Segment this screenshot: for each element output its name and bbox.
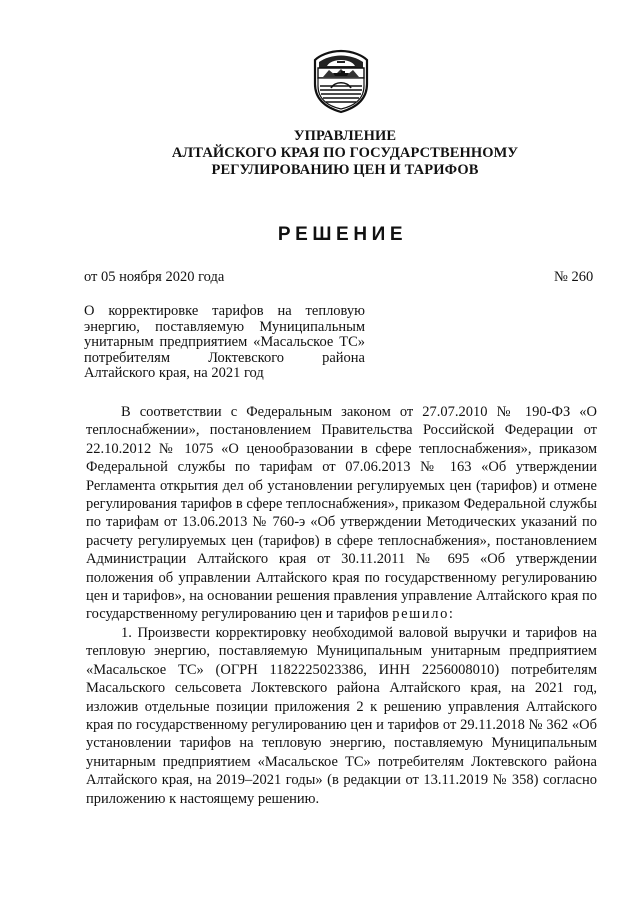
org-line-1: УПРАВЛЕНИЕ — [293, 128, 397, 144]
preamble-paragraph: В соответствии с Федеральным законом от 27.07.2010 № 190-ФЗ «О теплоснабжении», постановлением Правительства Российской Федерации от 22.10.2012 № 1075 «О ценообразовании в сфере теплоснабжения», приказом Федеральной службы по тарифам от 07.06.2013 № 163 «Об утверждении Регламента открытия дел об установлении регулируемых цен (тарифов) и отмене регулирования тарифов в сфере теплоснабжения», приказом Федеральной службы по тарифам от 13.06.2013 № 760-э «Об утверждении Методических указаний по расчету регулируемых цен (тарифов) в сфере теплоснабжения», постановлением Администрации Алтайского края от 30.11.2011 № 695 «Об утверждении положения об управлении Алтайского края по государственному регулированию цен и тарифов», на основании решения правления управление Алтайского края по государственному регулированию цен и тарифов решило: — [86, 404, 597, 623]
document-date: от 05 ноября 2020 года — [84, 269, 225, 285]
document-subject: О корректировке тарифов на тепловую энергию, поставляемую Муниципальным унитарным предприятием «Масальское ТС» потребителям Локтевского района Алтайского края, на 2021 год — [84, 303, 365, 381]
altai-krai-emblem-icon — [309, 48, 373, 114]
document-type-title: РЕШЕНИЕ — [277, 224, 408, 245]
decided-word: решило — [392, 606, 449, 623]
document-body — [86, 403, 597, 808]
org-line-3: РЕГУЛИРОВАНИЮ ЦЕН И ТАРИФОВ — [211, 162, 479, 178]
item-1-paragraph: 1. Произвести корректировку необходимой валовой выручки и тарифов на тепловую энергию, поставляемую Муниципальным унитарным предприятием «Масальское ТС» (ОГРН 1182225023386, ИНН 2256008010) потребителям Масальского сельсовета Локтевского района Алтайского края, на 2021 год, изложив отдельные позиции приложения 2 к решению управления Алтайского края по государственному регулированию цен и тарифов от 29.11.2018 № 362 «Об установлении тарифов на тепловую энергию, поставляемую Муниципальным унитарным предприятием «Масальское ТС» потребителям Локтевского района Алтайского края, на 2019–2021 годы» (в редакции от 13.11.2019 № 358) согласно приложению к настоящему решению. — [86, 624, 597, 807]
document-number: № 260 — [554, 269, 594, 285]
issuing-authority — [130, 128, 560, 179]
preamble-text: В соответствии с Федеральным законом от 27.07.2010 № 190-ФЗ «О теплоснабжении», постановлением Правительства Российской Федерации от 22.10.2012 № 1075 «О ценообразовании в сфере теплоснабжения», приказом Федеральной службы по тарифам от 07.06.2013 № 163 «Об утверждении Регламента открытия дел об установлении регулируемых цен (тарифов) и отмене регулирования тарифов в сфере теплоснабжения», приказом Федеральной службы по тарифам от 13.06.2013 № 760-э «Об утверждении Методических указаний по расчету регулируемых цен (тарифов) в сфере теплоснабжения», постановлением Администрации Алтайского края от 30.11.2011 № 695 «Об утверждении положения об управлении Алтайского края по государственному регулированию цен и тарифов», на основании решения правления управление Алтайского края по государственному регулированию цен и тарифов — [86, 404, 597, 623]
org-line-2: АЛТАЙСКОГО КРАЯ ПО ГОСУДАРСТВЕННОМУ — [171, 145, 519, 161]
